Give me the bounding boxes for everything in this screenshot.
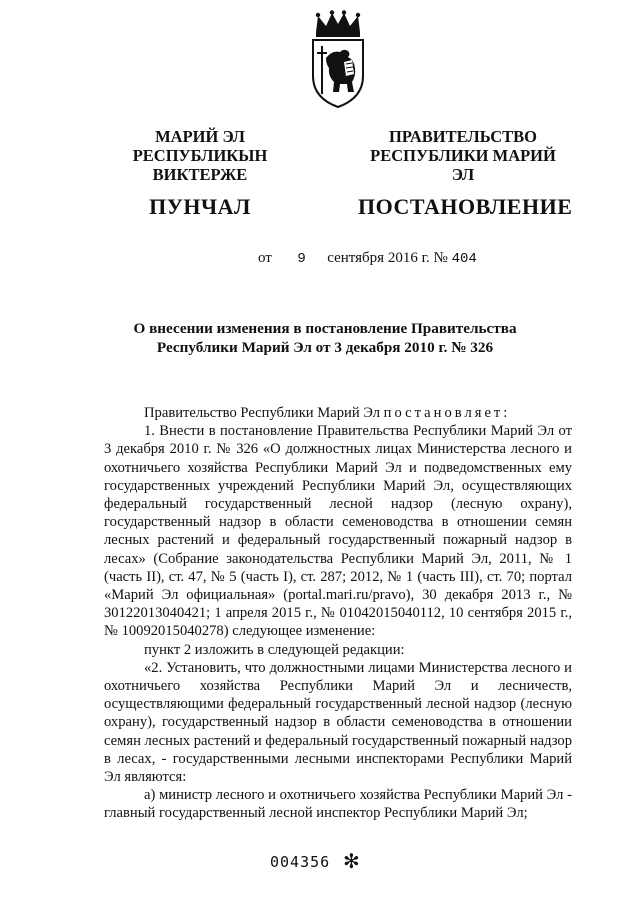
header-left <box>100 127 300 219</box>
body-point2-intro: пункт 2 изложить в следующей редакции: <box>144 641 405 658</box>
footer-asterisk-icon: ✻ <box>343 849 360 873</box>
coat-of-arms-emblem <box>304 10 372 110</box>
body-item-1: 1. Внести в постановление Правительства Республики Марий Эл от 3 декабря 2010 г. № 326 «О должностных лицах Министерства лесного и охотничьего хозяйства Республики Марий Эл и подведомственных ему государственных учреждений Республики Марий Эл, осуществляющих федеральный государственный лесной надзор (лесную охрану), государственный надзор в области семеноводства в отношении семян лесных растений и федеральный государственный пожарный надзор в лесах» (Собрание законодательства Республики Марий Эл, 2011, № 1 (часть II), ст. 47, № 5 (часть I), ст. 287; 2012, № 1 (часть III), ст. 70; портал «Марий Эл официальная» (portal.mari.ru/pravo), 30 декабря 2013 г., № 30122013040421; 1 апреля 2015 г., № 01042015040112, 10 сентября 2015 г., № 10092015040278) следующее изменение: <box>104 423 572 640</box>
header-right-line1: ПРАВИТЕЛЬСТВО <box>389 127 537 146</box>
header-right-line2: РЕСПУБЛИКИ МАРИЙ ЭЛ <box>370 146 556 184</box>
header-left-title: ПУНЧАЛ <box>149 194 251 219</box>
document-date <box>258 250 477 267</box>
document-title <box>80 319 570 357</box>
date-prefix: от <box>258 250 272 266</box>
header-left-line2: ВИКТЕРЖЕ <box>152 165 248 184</box>
body-intro-subject: Правительство Республики Марий Эл <box>144 405 381 421</box>
header-left-line1: МАРИЙ ЭЛ РЕСПУБЛИКЫН <box>132 127 268 165</box>
title-line1: О внесении изменения в постановление Правительства <box>133 320 517 337</box>
body-intro <box>104 404 572 422</box>
header-right-title: ПОСТАНОВЛЕНИЕ <box>358 194 573 219</box>
crown-icon <box>316 10 360 37</box>
document-number: 404 <box>451 251 477 267</box>
title-line2: Республики Марий Эл от 3 декабря 2010 г. № 326 <box>156 339 494 356</box>
footer-serial-number: 004356 <box>270 853 331 871</box>
body-intro-verb: постановляет: <box>383 405 511 421</box>
document-body <box>104 404 572 823</box>
body-sub-a: а) министр лесного и охотничьего хозяйства Республики Марий Эл - главный государственный лесной инспектор Республики Марий Эл; <box>104 787 572 822</box>
header-right <box>358 127 573 219</box>
body-point2-text: «2. Установить, что должностными лицами Министерства лесного и охотничьего хозяйства Республики Марий Эл и лесничеств, осуществляющими федеральный государственный лесной надзор (лесную охрану), государственный надзор в области семеноводства в отношении семян лесных растений и федеральный государственный пожарный надзор в лесах, - государственными лесными инспекторами Республики Марий Эл являются: <box>104 659 572 786</box>
date-day: 9 <box>297 251 306 267</box>
date-month-year: сентября 2016 г. № <box>327 250 448 266</box>
